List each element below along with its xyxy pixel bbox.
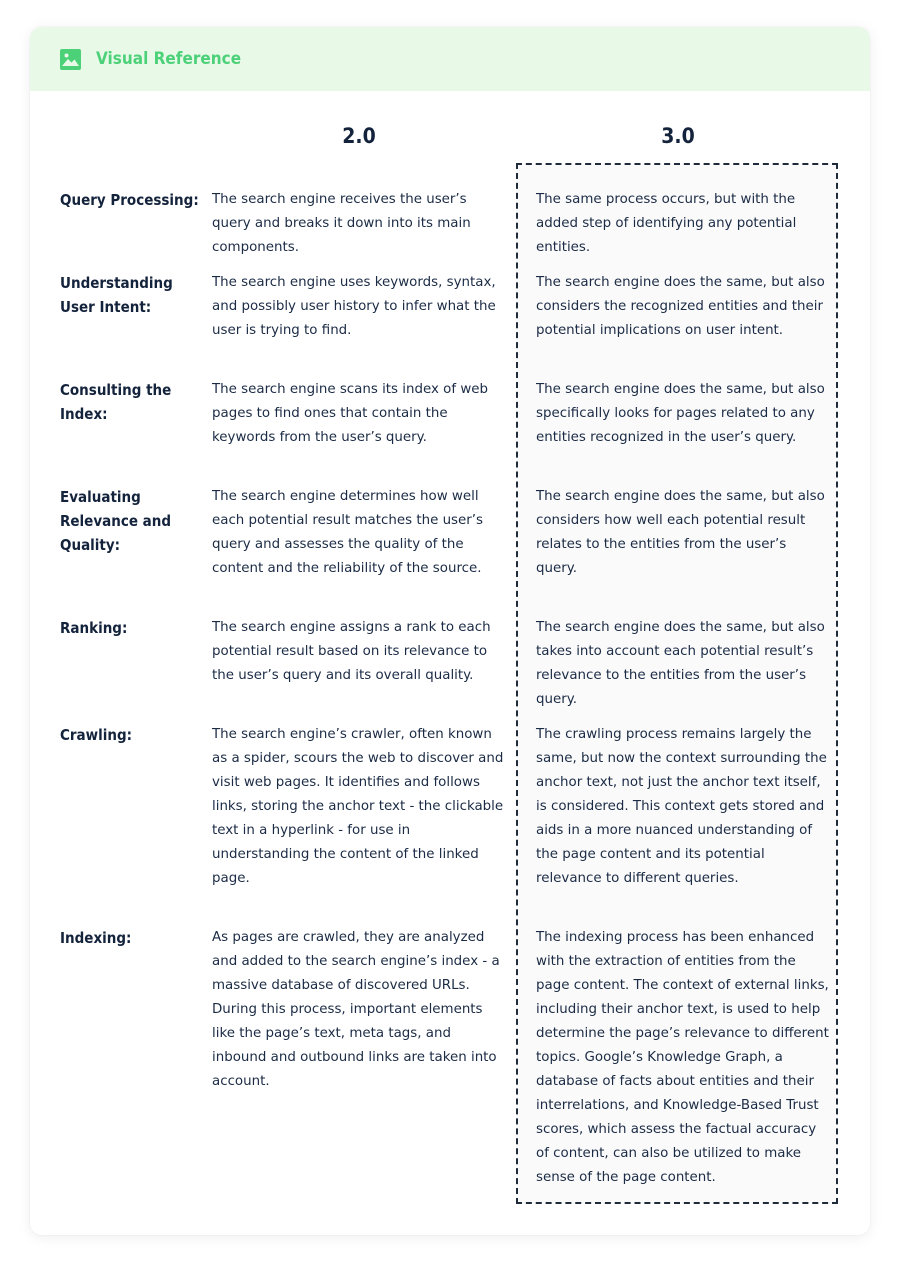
row-label: Evaluating Relevance and Quality: [60, 488, 172, 554]
v2-description: The search engine determines how well each potential result matches the user’s query and assesses the quality of the content and the reliability of the source. [212, 489, 484, 576]
v2-description: As pages are crawled, they are analyzed and added to the search engine’s index - a massive database of discovered URLs. During this process, important elements like the page’s text, meta tags, and inbound and outbound links are taken into account. [212, 930, 500, 1089]
card-header [30, 27, 870, 91]
v3-description: The search engine does the same, but also specifically looks for pages related to any entities recognized in the user’s query. [536, 382, 825, 445]
v3-description: The crawling process remains largely the same, but now the context surrounding the anchor text, not just the anchor text itself, is considered. This context gets stored and aids in a more nuanced understanding of the page content and its potential relevance to different queries. [536, 727, 827, 886]
v2-description: The search engine’s crawler, often known as a spider, scours the web to discover and visit web pages. It identifies and follows links, storing the anchor text - the clickable text in a hyperlink - for use in understanding the content of the linked page. [212, 727, 504, 886]
v3-description: The search engine does the same, but also takes into account each potential result’s relevance to the entities from the user’s query. [536, 620, 825, 707]
v2-description: The search engine assigns a rank to each potential result based on its relevance to the user’s query and its overall quality. [212, 620, 491, 683]
row-label: Understanding User Intent: [60, 274, 173, 316]
row-label: Consulting the Index: [60, 381, 172, 423]
row-label: Query Processing: [60, 191, 199, 209]
v2-description: The search engine receives the user’s query and breaks it down into its main components. [212, 192, 471, 255]
v2-description: The search engine scans its index of web pages to find ones that contain the keywords from the user’s query. [212, 382, 489, 445]
v3-description: The search engine does the same, but also considers the recognized entities and their potential implications on user intent. [536, 275, 825, 338]
v3-description: The search engine does the same, but also considers how well each potential result relates to the entities from the user’s query. [536, 489, 825, 576]
row-label: Crawling: [60, 726, 133, 744]
row-label: Ranking: [60, 619, 128, 637]
card-title: Visual Reference [96, 49, 242, 69]
column-header-2-0: 2.0 [342, 124, 376, 148]
image-icon [60, 49, 81, 70]
v2-description: The search engine uses keywords, syntax, and possibly user history to infer what the user is trying to find. [212, 275, 496, 338]
v3-description: The indexing process has been enhanced with the extraction of entities from the page content. The context of external links, including their anchor text, is used to help determine the page’s relevance to different topics. Google’s Knowledge Graph, a database of facts about entities and their interrelations, and Knowledge-Based Trust scores, which assess the factual accuracy of content, can also be utilized to make sense of the page content. [536, 930, 829, 1185]
row-label: Indexing: [60, 929, 132, 947]
v3-description: The same process occurs, but with the added step of identifying any potential entities. [536, 192, 797, 255]
column-header-3-0: 3.0 [661, 124, 695, 148]
